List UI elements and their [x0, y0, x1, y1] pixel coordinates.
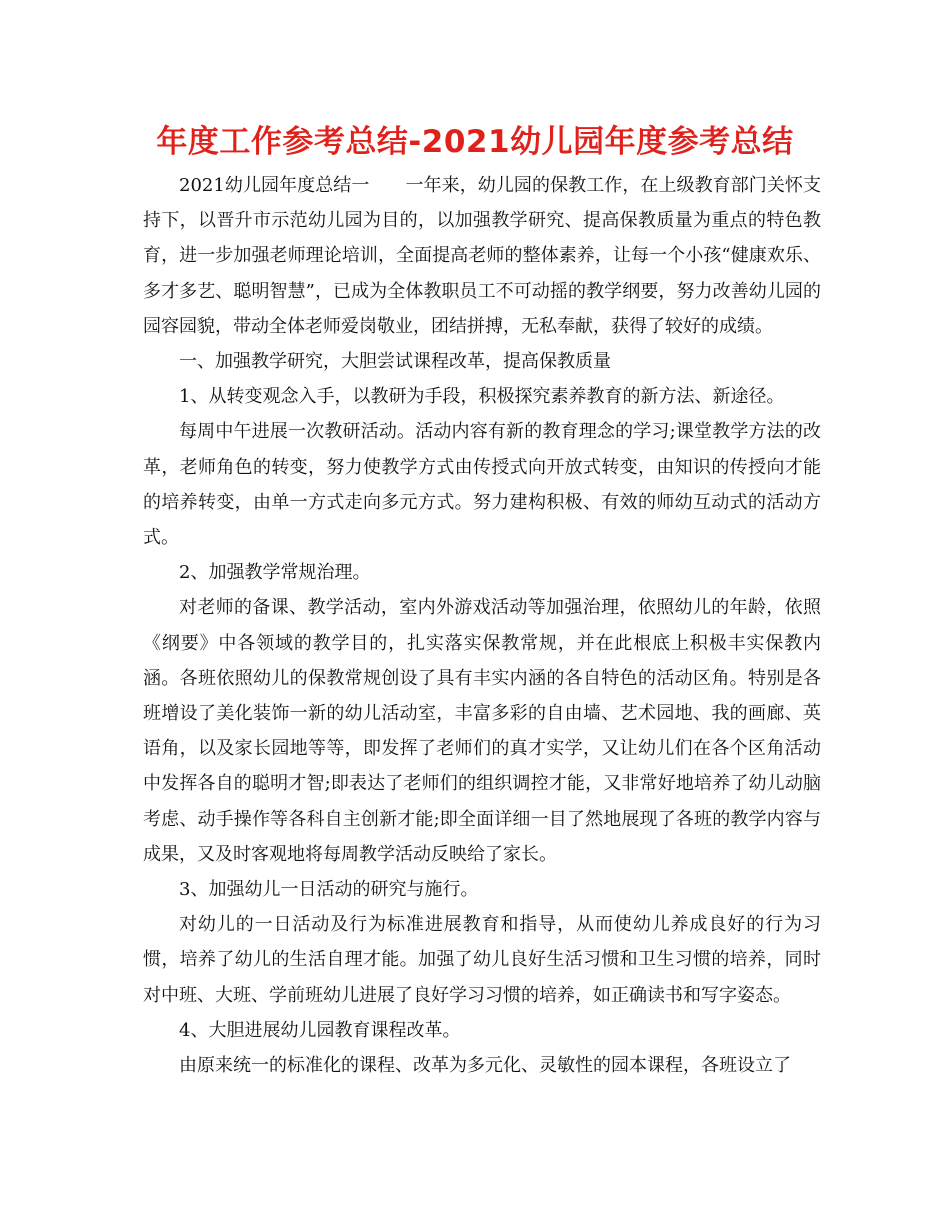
document-body: [143, 168, 821, 1083]
subheading-4: 4、大胆进展幼儿园教育课程改革。: [179, 1019, 461, 1041]
paragraph-intro: 2021幼儿园年度总结一 一年来，幼儿园的保教工作，在上级教育部门关怀支持下，以晋升市示范幼儿园为目的，以加强教学研究、提高保教质量为重点的特色教育，进一步加强老师理论培训，全面提高老师的整体素养，让每一个小孩“健康欢乐、多才多艺、聪明智慧”，已成为全体教职员工不可动摇的教学纲要，努力改善幼儿园的园容园貌，带动全体老师爱岗敬业，团结拼搏，无私奉献，获得了较好的成绩。: [143, 175, 821, 337]
subheading-2: 2、加强教学常规治理。: [179, 562, 371, 584]
page-title: 年度工作参考总结-2021幼儿园年度参考总结: [156, 124, 794, 160]
paragraph-3: 对幼儿的一日活动及行为标准进展教育和指导，从而使幼儿养成良好的行为习惯，培养了幼儿的生活自理才能。加强了幼儿良好生活习惯和卫生习惯的培养，同时对中班、大班、学前班幼儿进展了良好学习习惯的培养，如正确读书和写字姿态。: [143, 914, 821, 1006]
subheading-3: 3、加强幼儿一日活动的研究与施行。: [179, 879, 479, 901]
section-heading-1: 一、加强教学研究，大胆尝试课程改革，提高保教质量: [179, 351, 611, 373]
subheading-1: 1、从转变观念入手，以教研为手段，积极探究素养教育的新方法、新途径。: [179, 386, 785, 408]
paragraph-1: 每周中午进展一次教研活动。活动内容有新的教育理念的学习;课堂教学方法的改革，老师角色的转变，努力使教学方式由传授式向开放式转变，由知识的传授向才能的培养转变，由单一方式走向多元方式。努力建构积极、有效的师幼互动式的活动方式。: [143, 421, 821, 549]
paragraph-4: 由原来统一的标准化的课程、改革为多元化、灵敏性的园本课程，各班设立了: [179, 1055, 791, 1077]
paragraph-2: 对老师的备课、教学活动，室内外游戏活动等加强治理，依照幼儿的年龄，依照《纲要》中各领域的教学目的，扎实落实保教常规，并在此根底上积极丰实保教内涵。各班依照幼儿的保教常规创设了具有丰实内涵的各自特色的活动区角。特别是各班增设了美化装饰一新的幼儿活动室，丰富多彩的自由墙、艺术园地、我的画廊、英语角，以及家长园地等等，即发挥了老师们的真才实学，又让幼儿们在各个区角活动中发挥各自的聪明才智;即表达了老师们的组织调控才能，又非常好地培养了幼儿动脑考虑、动手操作等各科自主创新才能;即全面详细一目了然地展现了各班的教学内容与成果，又及时客观地将每周教学活动反映给了家长。: [143, 597, 821, 865]
